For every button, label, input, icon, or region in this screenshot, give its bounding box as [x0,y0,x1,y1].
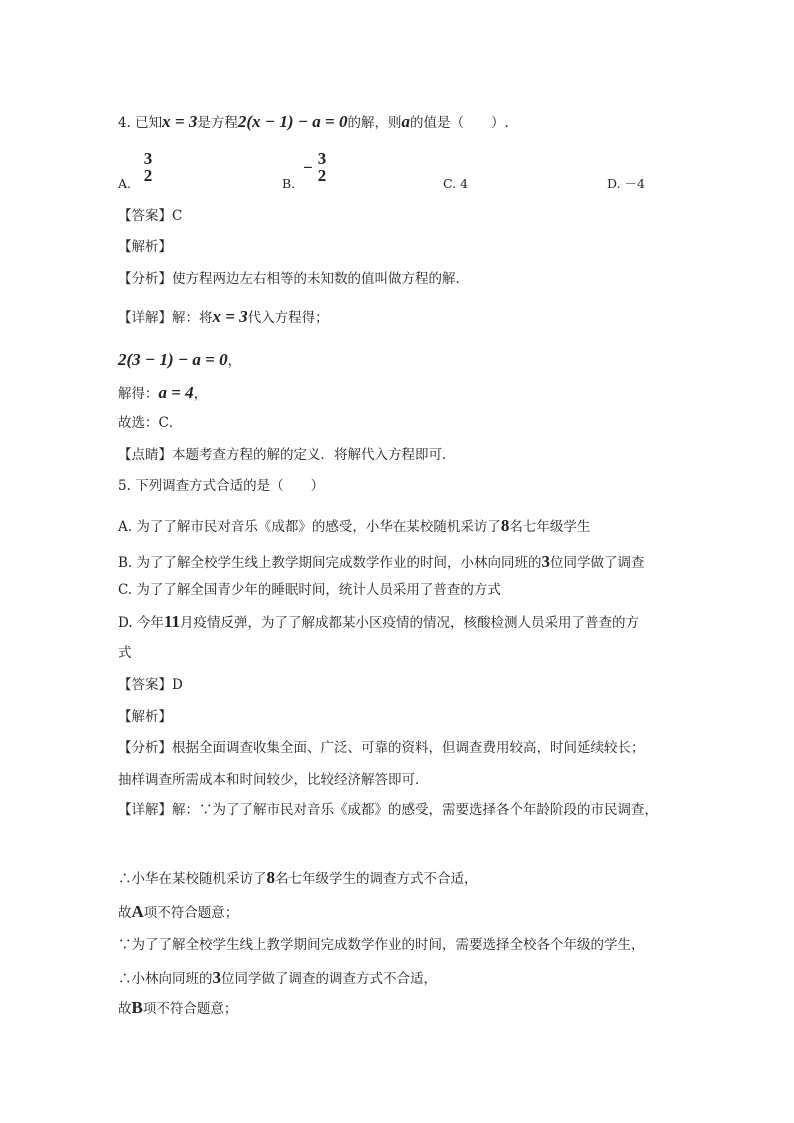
q5-analysis-heading: 【解析】 [118,709,172,725]
q4-answer: 【答案】C [118,208,183,224]
q5-because2: ∵为了了解全校学生线上教学期间完成数学作业的时间，需要选择全校各个年级的学生， [118,937,645,953]
q4-step1: 2(3 − 1) − a = 0， [118,350,242,369]
q4-equation: 2(x − 1) − a = 0 [237,112,348,131]
option-d: D. －4 [607,176,645,191]
q5-option-a: A. 为了了解市民对音乐《成都》的感受，小华在某校随机采访了8名七年级学生 [118,516,591,535]
q5-option-c: C. 为了了解全国青少年的睡眠时间，统计人员采用了普查的方式 [118,582,501,598]
q4-condition: x = 3 [162,112,198,131]
q5-not-a: 故A项不符合题意； [118,902,239,921]
option-b-sign: − [303,158,313,177]
q4-stem: 4. 已知x = 3是方程2(x − 1) − a = 0的解，则a的值是（ ）. [118,112,509,131]
q4-analysis-heading: 【解析】 [118,239,172,255]
q5-therefore1: ∴小华在某校随机采访了8名七年级学生的调查方式不合适， [118,868,478,887]
q5-fenxi-line2: 抽样调查所需成本和时间较少，比较经济解答即可． [118,772,429,788]
q5-not-b: 故B项不符合题意； [118,998,238,1017]
q5-detail-line1: 【详解】解：∵为了了解市民对音乐《成都》的感受，需要选择各个年龄阶段的市民调查， [118,802,658,818]
q5-option-b: B. 为了了解全校学生线上教学期间完成数学作业的时间，小林向同班的3位同学做了调查 [118,552,645,571]
q4-step2: 解得：a = 4， [118,383,208,402]
option-a-fraction: 3 2 [143,149,153,185]
q4-choose: 故选：C． [118,415,183,431]
q5-answer: 【答案】D [118,677,183,693]
option-b-fraction: 3 2 [317,149,327,185]
q5-therefore2: ∴小林向同班的3位同学做了调查的调查方式不合适， [118,968,437,987]
q4-comment: 【点睛】本题考查方程的解的定义．将解代入方程即可． [118,447,456,463]
q5-fenxi-line1: 【分析】根据全面调查收集全面、广泛、可靠的资料，但调查费用较高，时间延续较长； [118,740,645,756]
q5-title: 5. 下列调查方式合适的是（ ） [118,478,325,494]
q4-number: 4. [118,115,136,131]
q4-fenxi: 【分析】使方程两边左右相等的未知数的值叫做方程的解． [118,271,469,287]
option-a-label: A. [118,176,132,191]
q5-option-d: D. 今年11月疫情反弹，为了了解成都某小区疫情的情况，核酸检测人员采用了普查的方 [118,612,639,631]
option-c: C. 4 [443,176,469,191]
option-b-label: B. [282,176,296,191]
q4-detail: 【详解】解：将x = 3代入方程得； [118,307,329,326]
q5-option-d-cont: 式 [118,645,132,661]
